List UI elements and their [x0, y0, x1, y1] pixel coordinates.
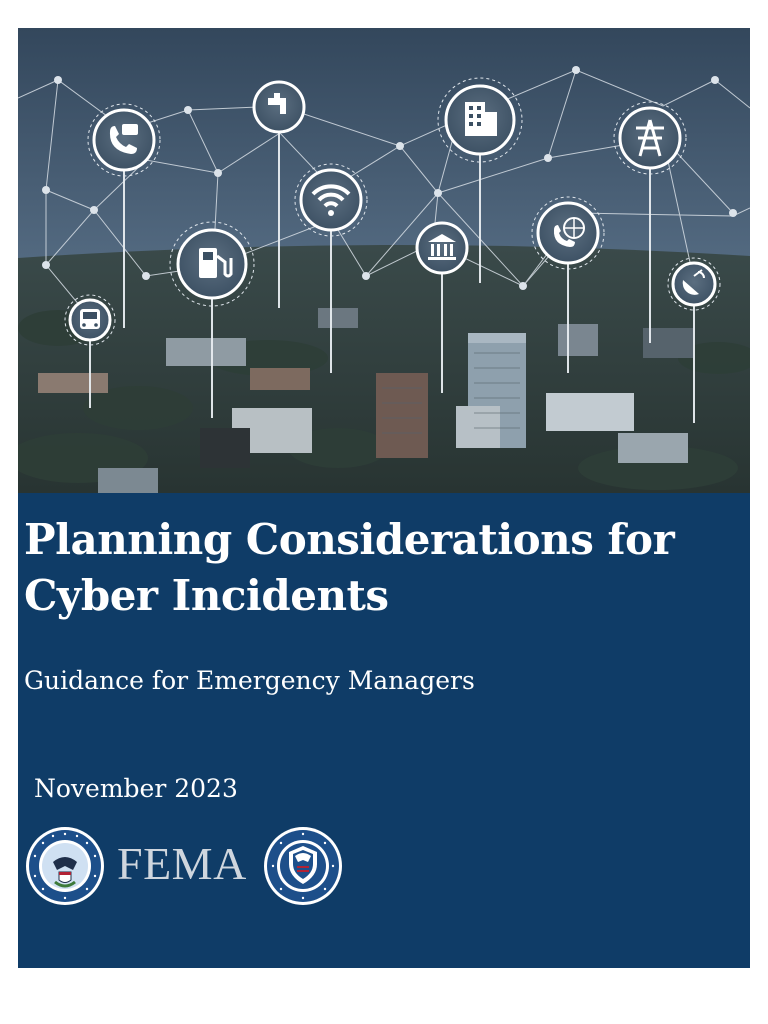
office-building-icon	[438, 78, 522, 162]
dhs-seal-logo	[25, 826, 105, 906]
hero-image	[18, 28, 750, 493]
fuel-pump-icon	[170, 222, 254, 306]
bank-icon	[417, 223, 467, 273]
cisa-seal-logo	[263, 826, 343, 906]
publication-date: November 2023	[34, 774, 238, 803]
water-faucet-icon	[254, 82, 304, 132]
document-title: Planning Considerations for Cyber Incidents	[24, 515, 675, 620]
fema-wordmark: FEMA	[117, 838, 247, 889]
agency-logos	[25, 824, 365, 912]
cover-page	[18, 28, 750, 968]
document-subtitle: Guidance for Emergency Managers	[24, 666, 475, 695]
